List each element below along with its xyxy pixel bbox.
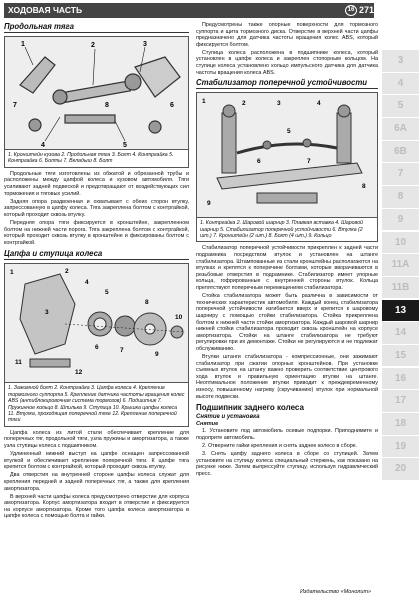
page-number-text: 271	[358, 5, 374, 15]
paragraph: Продольные тяги изготовлены из обжатой и обрезанной трубы и расположены между цапфой колеса и кузовом автомобиля. Тяги усиливают задней подвеской и предотвращают от воздействующих сил торможения и тяговых усилий.	[4, 170, 189, 197]
page-number	[340, 3, 374, 18]
chapter-tab-5[interactable]: 5	[382, 95, 419, 117]
figure-caption-hub: 1. Зажимной болт 2. Контргайка 3. Цапфа колеса 4. Крепление тормозного суппорта 5. Крепление датчика частоты вращения колес ABS (антиблокировочная система тормозов) 6. Подшипник 7. Пружинное кольцо 8. Шпилька 9. Ступица 10. Крышка цапфы колеса 11. Втулка, проходящая поперечной тяге 12. Крепление поперечной тяги	[4, 383, 189, 426]
paragraph: Задняя опора раздвоенная и охватывает с обеих сторон втулку, запрессованную в цапфу колеса. Тяга закреплена болтом с контргайкой, который проходит сквозь втулку.	[4, 198, 189, 218]
figure-stabilizer	[196, 92, 378, 218]
paragraph: Стойка стабилизатора может быть различна в зависимости от технических характеристик автомобиля. Каждый конец стабилизатора поперечной устойчивости изгибается вверх и крепится к шаровому шарниру с помощью стойки стабилизатора. Стойка прикреплена болтом к нижней части стойки амортизатора. Каждый шаровой шарнир нижней стойки стабилизатора проходит сквозь кронштейн на корпусе амортизатора. Стойки на штанге стабилизатора не требуют регулировки при их демонтаже. Стойки не регулируются и не подлежат обслуживанию.	[196, 293, 378, 352]
svg-text:7: 7	[307, 158, 311, 166]
svg-text:5: 5	[123, 142, 127, 149]
section-title: ХОДОВАЯ ЧАСТЬ	[8, 5, 83, 15]
svg-text:7: 7	[120, 347, 124, 355]
svg-text:9: 9	[155, 351, 159, 359]
chapter-tab-16[interactable]: 16	[382, 368, 419, 390]
svg-text:9: 9	[207, 200, 211, 208]
chapter-tab-17[interactable]: 17	[382, 390, 419, 412]
chapter-tab-8[interactable]: 8	[382, 186, 419, 208]
svg-text:4: 4	[317, 100, 321, 108]
right-column	[196, 22, 378, 479]
svg-text:3: 3	[277, 100, 281, 108]
chapter-tab-11a[interactable]: 11A	[382, 254, 419, 276]
paragraph: Удлиненный нижний выступ на цапфе оснащен запрессованной втулкой и обеспечивает крепление поперечной тяги. К цапфе тяга крепится болтом с контргайкой, который проходит сквозь втулку.	[4, 451, 189, 471]
svg-text:2: 2	[91, 42, 95, 49]
svg-text:10: 10	[175, 314, 183, 322]
svg-text:6: 6	[257, 158, 261, 166]
chapter-tab-9[interactable]: 9	[382, 209, 419, 231]
chapter-tab-11b[interactable]: 11B	[382, 277, 419, 299]
svg-text:3: 3	[143, 41, 147, 48]
chapter-tab-10[interactable]: 10	[382, 232, 419, 254]
chapter-tab-14[interactable]: 14	[382, 322, 419, 344]
figure-longitudinal-link	[4, 36, 189, 150]
svg-text:6: 6	[95, 344, 99, 352]
step: 1. Установите под автомобиль осевые подпорки. Приподнимите и подоприте автомобиль.	[196, 428, 378, 441]
svg-text:1: 1	[21, 41, 25, 48]
svg-text:2: 2	[242, 100, 246, 108]
svg-text:2: 2	[65, 268, 69, 276]
svg-text:5: 5	[105, 289, 109, 297]
paragraph: Ступица колеса расположена в подшипнике колеса, который установлен в цапфе колеса и закреплен стопорным кольцом. На ступице колеса установлено кольцо импульсного датчика для датчика частоты вращения колеса ABS.	[196, 49, 378, 76]
chapter-tab-6a[interactable]: 6A	[382, 118, 419, 140]
step: 3. Снять цапфу заднего колеса в сборе со ступицей. Затем установите на ступицу колеса специальный стержень, как показано на рисунке ниже. Затем выпрессуйте ступицу, используя гидравлический пресс.	[196, 450, 378, 477]
svg-text:8: 8	[105, 102, 109, 109]
figure-hub	[4, 263, 189, 383]
step: 2. Отверните гайки крепления и снять заднее колесо в сборе.	[202, 442, 358, 449]
svg-text:5: 5	[287, 128, 291, 136]
svg-text:8: 8	[362, 183, 366, 191]
chapter-tab-19[interactable]: 19	[382, 436, 419, 458]
publisher-logo-icon: 16	[345, 5, 357, 16]
page-header	[4, 3, 374, 18]
svg-text:11: 11	[15, 359, 22, 367]
chapter-tab-3[interactable]: 3	[382, 50, 419, 72]
hub-exploded-diagram	[5, 264, 188, 382]
svg-text:3: 3	[45, 309, 49, 317]
svg-text:6: 6	[170, 102, 174, 109]
subsection-heading: Снятие и установка	[196, 414, 260, 421]
section-heading-hub: Цапфа и ступица колеса	[4, 249, 189, 260]
svg-text:1: 1	[202, 98, 206, 106]
paragraph: Передняя опора тяги фиксируется в кронштейне, закрепленном болтом на нижней части порога. Тяга закреплена болтом с контргайкой, который проходит сквозь втулку в кронштейне и фиксированы болтом с контргайкой.	[4, 219, 189, 246]
section-heading-rear-bearing: Подшипник заднего колеса	[196, 403, 304, 413]
longitudinal-link-diagram	[5, 37, 188, 149]
publisher-footer: Издательство «Монолит»	[300, 589, 372, 595]
paragraph: Предусмотрены также опорные поверхности для тормозного суппорта и щита тормозного диска. Отверстие в верхней части цапфы предназначено для датчика частоты вращения колес ABS, который фиксируется болтом.	[196, 22, 378, 48]
chapter-tab-7[interactable]: 7	[382, 163, 419, 185]
svg-text:4: 4	[41, 142, 45, 149]
paragraph: В верхней части цапфы колеса предусмотрено отверстие для корпуса амортизатора. Корпус амортизатора входит в отверстие и фиксируется на корпусе амортизатора. Кроме того цапфа колеса амортизатора в цапфе колеса с помощью болта и гайки.	[4, 493, 189, 520]
figure-caption-stabilizer: 1. Контргайка 2. Шаровой шарнир 3. Плавкая вставка 4. Шаровой шарнир 5. Стабилизатор поперечной устойчивости 6. Втулка (2 шт.) 7. Кронштейн (2 шт.) 8. Болт (4 шт.) 9. Кольцо	[196, 218, 378, 242]
svg-text:1: 1	[10, 269, 14, 277]
svg-text:8: 8	[145, 299, 149, 307]
svg-text:7: 7	[13, 102, 17, 109]
svg-text:4: 4	[85, 279, 89, 287]
chapter-tab-20[interactable]: 20	[382, 458, 419, 480]
left-column	[4, 22, 189, 522]
paragraph: Стабилизатор поперечной устойчивости прикреплен к задней части подрамника посредством втулок и установлен на штанге стабилизатора. Штампованные из стали кронштейны располагаются на втулках и крепятся к поперечине болтами, которые вворачиваются в резьбовые отверстия в подрамнике. Стабилизатор имеет упорные кольца, гофрированные с внутренней стороны втулок. Кольца препятствуют поперечным перемещениям стабилизатора.	[196, 245, 378, 292]
paragraph: Два отверстия на внутренней стороне цапфы колеса служат для крепления передней и задней поперечных тяг, а также для крепления амортизатора.	[4, 472, 189, 492]
stabilizer-diagram	[197, 93, 377, 217]
removal-label: Снятие	[196, 421, 219, 428]
section-heading-longitudinal-link: Продольная тяга	[4, 22, 189, 33]
paragraph: Втулки штанги стабилизатора - компрессионные, они зажимают стабилизатор при сжатии опорных кронштейнов. При установке съемных втулок на штангу важно проверить соответствие центрового хода втулок и правильную ориентацию втулки на штанге. Неоптимальное положение втулки приводит к преждевременному износу, повышенному нагреву (скручиванию) втулок при нормальной высоте подвески.	[196, 353, 378, 400]
section-heading-stabilizer: Стабилизатор поперечной устойчивости	[196, 78, 378, 89]
chapter-tab-13[interactable]: 13	[382, 300, 419, 322]
paragraph: Цапфа колеса из литой стали обеспечивает крепление для поперечных тяг, продольной тяги, узла пружины и амортизатора, а также узла ступицы колеса с подшипником.	[4, 429, 189, 449]
chapter-tabs	[382, 50, 419, 481]
chapter-tab-15[interactable]: 15	[382, 345, 419, 367]
svg-text:12: 12	[75, 369, 83, 377]
chapter-tab-6b[interactable]: 6B	[382, 141, 419, 163]
figure-caption-longitudinal-link: 1. Кронштейн кузова 2. Продольная тяга 3. Болт 4. Контргайка 5. Контргайка 6. Болты 7. Вкладыш 8. Болт	[4, 150, 189, 168]
chapter-tab-18[interactable]: 18	[382, 413, 419, 435]
chapter-tab-4[interactable]: 4	[382, 73, 419, 95]
